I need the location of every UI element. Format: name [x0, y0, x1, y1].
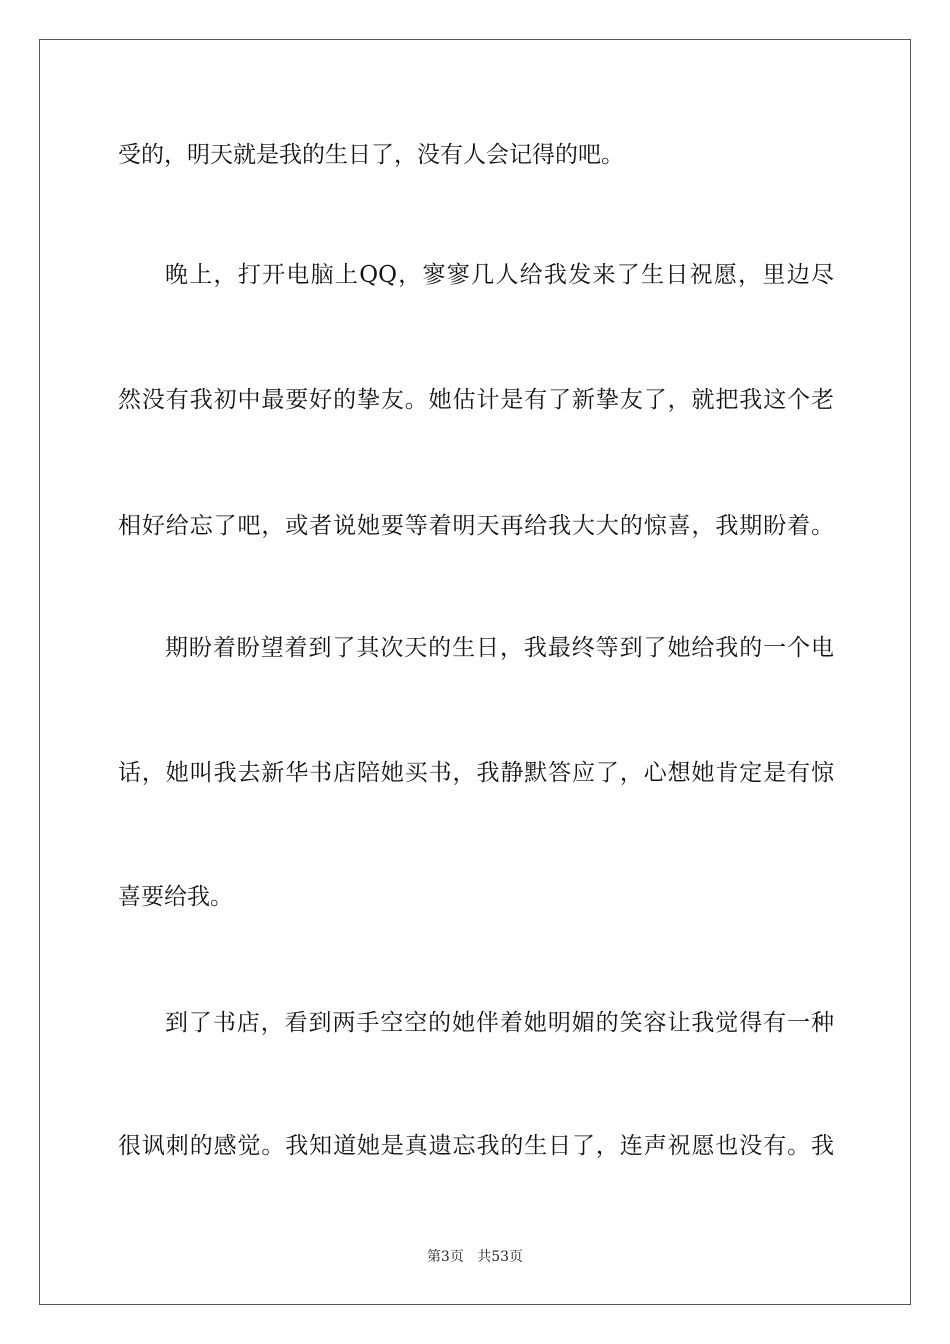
page-border	[39, 39, 911, 1305]
text-line-6: 话，她叫我去新华书店陪她买书，我静默答应了，心想她肯定是有惊	[118, 760, 834, 786]
text-line-5: 期盼着盼望着到了其次天的生日，我最终等到了她给我的一个电	[165, 635, 834, 661]
text-line-2: 晚上，打开电脑上QQ，寥寥几人给我发来了生日祝愿，里边尽	[165, 262, 834, 288]
text-line-1: 受的，明天就是我的生日了，没有人会记得的吧。	[118, 142, 624, 168]
text-line-9: 很讽刺的感觉。我知道她是真遗忘我的生日了，连声祝愿也没有。我	[118, 1133, 834, 1159]
text-line-4: 相好给忘了吧，或者说她要等着明天再给我大大的惊喜，我期盼着。	[118, 513, 834, 539]
text-line-8: 到了书店，看到两手空空的她伴着她明媚的笑容让我觉得有一种	[165, 1010, 834, 1036]
page-number: 第3页	[426, 1249, 464, 1265]
page-footer	[0, 1248, 950, 1266]
text-line-7: 喜要给我。	[118, 884, 233, 910]
page-total: 共53页	[477, 1249, 524, 1265]
text-line-3: 然没有我初中最要好的挚友。她估计是有了新挚友了，就把我这个老	[118, 387, 834, 413]
